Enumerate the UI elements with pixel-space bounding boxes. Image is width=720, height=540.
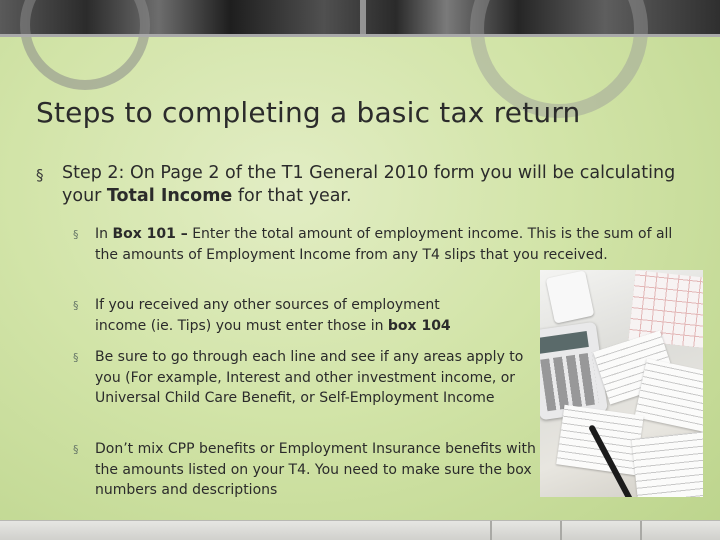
main-bullet: [36, 162, 676, 208]
sub-bullet-cpp-ei: [73, 439, 543, 501]
paper-roll: [546, 270, 595, 323]
sub-bullet-text: If you received any other sources of employment income (ie. Tips) you must enter those in box 104: [95, 297, 451, 334]
bullet-marker: §: [73, 228, 79, 241]
sub-bullet-box-101: [73, 224, 693, 265]
bullet-marker: §: [73, 299, 79, 312]
header-rule: [0, 34, 720, 37]
sub-bullet-check-lines: [73, 347, 543, 409]
slide-title: Steps to completing a basic tax return: [36, 96, 581, 129]
calculator-screen: [540, 331, 589, 354]
wheel-graphic: [20, 0, 150, 90]
receipt: [632, 431, 703, 497]
bullet-marker: §: [73, 351, 79, 364]
header-image-strip: [0, 0, 720, 34]
footer-divider: [490, 521, 492, 540]
receipt: [635, 358, 703, 431]
calculator-keys: [540, 353, 599, 412]
footer-divider: [640, 521, 642, 540]
receipts-calculator-photo: [540, 270, 703, 497]
main-bullet-text: Step 2: On Page 2 of the T1 General 2010 form you will be calculating your Total Income for that year.: [62, 163, 676, 206]
sub-bullet-text: Don’t mix CPP benefits or Employment Insurance benefits with the amounts listed on your T4. You need to make sure the box numbers and descriptions: [95, 441, 536, 498]
footer-strip: [0, 520, 720, 540]
footer-divider: [560, 521, 562, 540]
header-divider: [360, 0, 366, 34]
sub-bullet-text: In Box 101 – Enter the total amount of employment income. This is the sum of all the amounts of Employment Income from any T4 slips that you received.: [95, 226, 673, 263]
sub-bullet-text: Be sure to go through each line and see if any areas apply to you (For example, Interest and other investment income, or Universal Child Care Benefit, or Self-Employment Income: [95, 349, 524, 406]
sub-bullet-box-104: [73, 295, 493, 336]
bullet-marker: §: [73, 443, 79, 456]
bullet-marker: §: [36, 166, 44, 184]
